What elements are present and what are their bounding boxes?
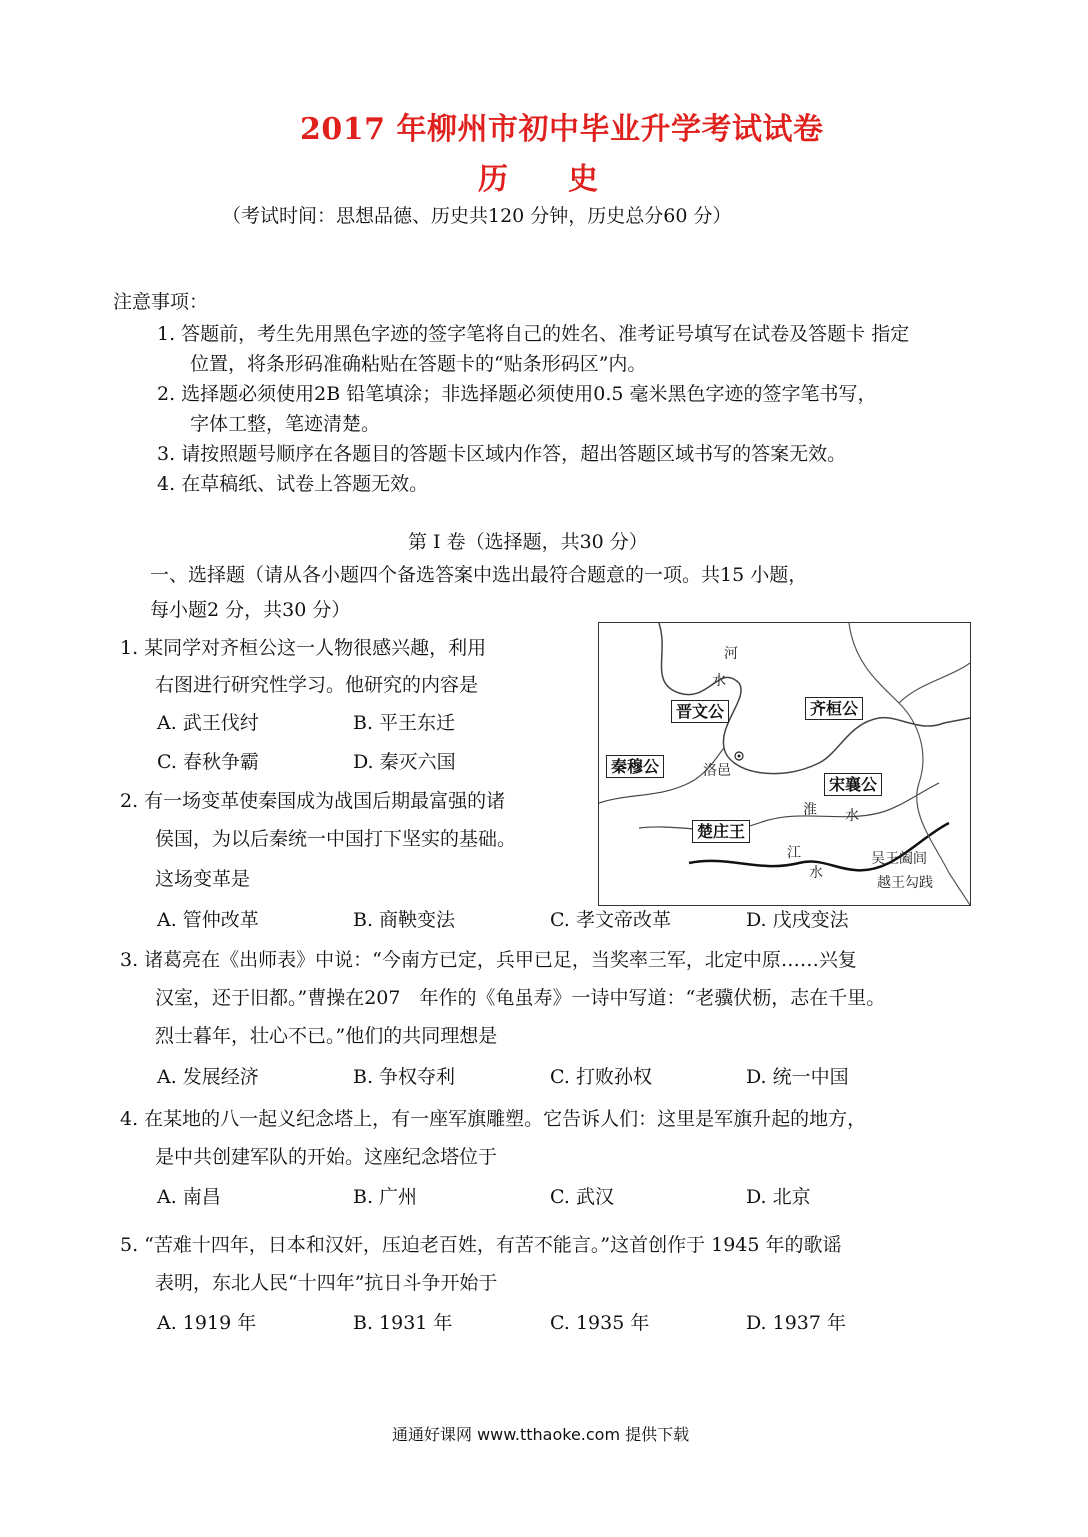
map-label-chu: 楚庄王 xyxy=(692,820,750,843)
subject-title: 历 史 xyxy=(478,162,598,197)
map-label-jin: 晋文公 xyxy=(671,700,729,723)
spring-autumn-map xyxy=(598,622,971,906)
section-title: 第 I 卷（选择题，共30 分） xyxy=(408,531,648,553)
question-3-option-d[interactable]: D. 统一中国 xyxy=(746,1066,849,1088)
map-river-jiang-2: 水 xyxy=(809,865,823,881)
map-label-qi: 齐桓公 xyxy=(805,697,863,720)
question-4-option-d[interactable]: D. 北京 xyxy=(746,1186,811,1208)
section-intro: 一、选择题（请从各小题四个备选答案中选出最符合题意的一项。共15 小题， xyxy=(150,564,808,586)
question-1-stem: 右图进行研究性学习。他研究的内容是 xyxy=(155,674,479,696)
map-city-luoyi: 洛邑 xyxy=(703,763,731,779)
question-1-option-b[interactable]: B. 平王东迁 xyxy=(353,712,456,734)
question-4-option-c[interactable]: C. 武汉 xyxy=(550,1186,614,1208)
question-3-stem: 烈士暮年，壮心不已。”他们的共同理想是 xyxy=(155,1025,498,1047)
question-5-option-c[interactable]: C. 1935 年 xyxy=(550,1312,650,1334)
question-4-stem: 是中共创建军队的开始。这座纪念塔位于 xyxy=(155,1146,498,1168)
exam-info: （考试时间：思想品德、历史共120 分钟，历史总分60 分） xyxy=(222,205,732,227)
question-1-option-c[interactable]: C. 春秋争霸 xyxy=(157,751,259,773)
map-wu-king: 吴王阖闾 xyxy=(871,851,927,867)
notice-item: 1. 答题前，考生先用黑色字迹的签字笔将自己的姓名、准考证号填写在试卷及答题卡 指定 xyxy=(157,323,910,345)
question-5-option-b[interactable]: B. 1931 年 xyxy=(353,1312,453,1334)
map-river-he-1: 河 xyxy=(724,646,738,662)
exam-title: 2017 年柳州市初中毕业升学考试试卷 xyxy=(300,112,824,147)
question-2-stem: 2. 有一场变革使秦国成为战国后期最富强的诸 xyxy=(120,790,506,812)
map-yue-king: 越王勾践 xyxy=(877,875,933,891)
footer-credit: 通通好课网 www.tthaoke.com 提供下载 xyxy=(392,1425,690,1444)
huai-river xyxy=(639,783,939,830)
notice-item: 字体工整，笔迹清楚。 xyxy=(190,413,381,435)
question-5-option-d[interactable]: D. 1937 年 xyxy=(746,1312,847,1334)
map-label-song: 宋襄公 xyxy=(824,773,882,796)
question-2-stem: 侯国，为以后秦统一中国打下坚实的基础。 xyxy=(155,828,517,850)
question-3-option-c[interactable]: C. 打败孙权 xyxy=(550,1066,652,1088)
map-river-huai-2: 水 xyxy=(845,808,859,824)
notice-item: 3. 请按照题号顺序在各题目的答题卡区域内作答，超出答题区域书写的答案无效。 xyxy=(157,443,847,465)
question-2-option-a[interactable]: A. 管仲改革 xyxy=(157,909,259,931)
question-1-option-d[interactable]: D. 秦灭六国 xyxy=(353,751,456,773)
question-3-stem: 汉室，还于旧都。”曹操在207 年作的《龟虽寿》一诗中写道：“老骥伏枥，志在千里。 xyxy=(155,987,886,1009)
question-3-stem: 3. 诸葛亮在《出师表》中说：“今南方已定，兵甲已足，当奖率三军，北定中原……兴复 xyxy=(120,949,857,971)
question-3-option-b[interactable]: B. 争权夺利 xyxy=(353,1066,456,1088)
question-4-stem: 4. 在某地的八一起义纪念塔上，有一座军旗雕塑。它告诉人们：这里是军旗升起的地方， xyxy=(120,1108,867,1130)
question-5-stem: 表明，东北人民“十四年”抗日斗争开始于 xyxy=(155,1272,498,1294)
notice-item: 4. 在草稿纸、试卷上答题无效。 xyxy=(157,473,429,495)
question-2-option-b[interactable]: B. 商鞅变法 xyxy=(353,909,456,931)
question-1-option-a[interactable]: A. 武王伐纣 xyxy=(157,712,259,734)
map-label-qin: 秦穆公 xyxy=(606,755,664,778)
question-4-option-b[interactable]: B. 广州 xyxy=(353,1186,418,1208)
question-4-option-a[interactable]: A. 南昌 xyxy=(157,1186,221,1208)
map-river-he-2: 水 xyxy=(712,673,726,689)
section-intro: 每小题2 分，共30 分） xyxy=(150,599,351,621)
notice-heading: 注意事项： xyxy=(113,291,209,313)
question-5-option-a[interactable]: A. 1919 年 xyxy=(157,1312,257,1334)
question-2-option-c[interactable]: C. 孝文帝改革 xyxy=(550,909,671,931)
notice-item: 2. 选择题必须使用2B 铅笔填涂；非选择题必须使用0.5 毫米黑色字迹的签字笔书写， xyxy=(157,383,877,405)
notice-item: 位置，将条形码准确粘贴在答题卡的“贴条形码区”内。 xyxy=(190,353,647,375)
question-3-option-a[interactable]: A. 发展经济 xyxy=(157,1066,259,1088)
question-1-stem: 1. 某同学对齐桓公这一人物很感兴趣，利用 xyxy=(120,637,487,659)
shandong-coast xyxy=(899,663,970,703)
question-5-stem: 5. “苦难十四年，日本和汉奸，压迫老百姓，有苦不能言。”这首创作于 1945 年的歌谣 xyxy=(120,1234,842,1256)
question-2-option-d[interactable]: D. 戊戌变法 xyxy=(746,909,849,931)
question-2-stem: 这场变革是 xyxy=(155,868,251,890)
map-river-jiang-1: 江 xyxy=(787,845,801,861)
map-river-huai-1: 淮 xyxy=(803,802,817,818)
